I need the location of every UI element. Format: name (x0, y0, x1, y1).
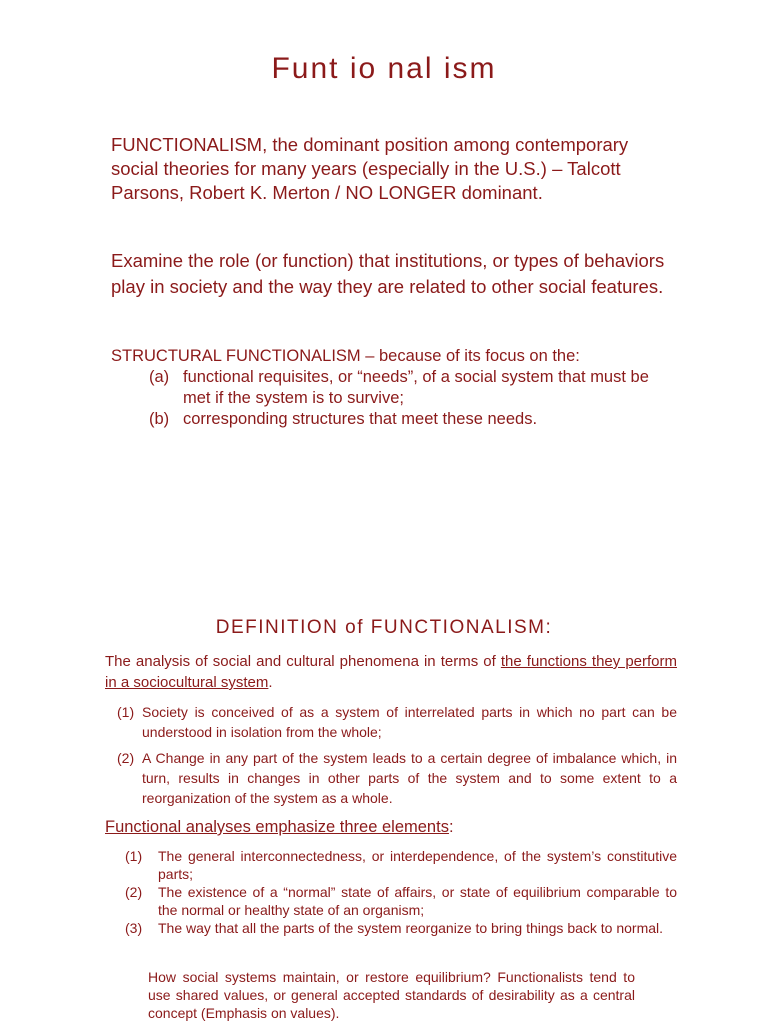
structural-list (111, 367, 671, 430)
analyses-heading-underlined: Functional analyses emphasize three elements (105, 818, 449, 836)
definition-text (105, 651, 677, 693)
list-text: A Change in any part of the system leads to a certain degree of imbalance which, in turn, results in changes in other parts of the system and to some extent to a reorganization of the system as a whole. (142, 750, 677, 806)
list-item (117, 748, 677, 808)
list-marker: (1) (117, 704, 135, 720)
list-marker: (b) (149, 410, 170, 428)
list-item (149, 409, 671, 430)
list-marker: (a) (149, 368, 170, 386)
list-item (125, 847, 677, 883)
list-marker: (2) (117, 750, 135, 766)
definition-text-after: . (268, 674, 273, 691)
list-item (149, 367, 671, 409)
structural-functionalism-section (111, 346, 671, 430)
intro-paragraph-role: Examine the role (or function) that institutions, or types of behaviors play in society and the way they are related to other social features. (111, 250, 665, 297)
analyses-heading-colon: : (448, 818, 454, 836)
list-text: The general interconnectedness, or interdependence, of the system’s constitutive parts; (158, 848, 677, 882)
definition-list (117, 702, 677, 814)
list-text: Society is conceived of as a system of interrelated parts in which no part can be understood in isolation from the whole; (142, 704, 677, 740)
list-marker: (2) (125, 884, 143, 900)
list-marker: (3) (125, 920, 143, 936)
intro-paragraph-functionalism: FUNCTIONALISM, the dominant position among contemporary social theories for many years (especially in the U.S.) – Talcott Parsons, Robert K. Merton / NO LONGER dominant. (111, 134, 629, 203)
analyses-list (125, 847, 677, 937)
list-text: The way that all the parts of the system reorganize to bring things back to normal. (158, 920, 664, 936)
definition-text-before: The analysis of social and cultural phenomena in terms of (105, 653, 501, 670)
list-text: corresponding structures that meet these needs. (183, 410, 538, 428)
list-item (125, 919, 677, 937)
closing-paragraph: How social systems maintain, or restore equilibrium? Functionalists tend to use shared values, or general accepted standards of desirability as a central concept (Emphasis on values). (148, 969, 635, 1021)
page-title: Funt io nal ism (271, 52, 497, 85)
list-item (125, 883, 677, 919)
definition-heading: DEFINITION of FUNCTIONALISM: (215, 617, 553, 638)
definition-text-underlined: the functions they perform in a sociocultural system (105, 653, 677, 691)
list-text: The existence of a “normal” state of affairs, or state of equilibrium comparable to the normal or healthy state of an organism; (158, 884, 677, 918)
list-item (117, 702, 677, 742)
structural-lead: STRUCTURAL FUNCTIONALISM – because of its focus on the: (111, 347, 580, 365)
list-text: functional requisites, or “needs”, of a social system that must be met if the system is to survive; (183, 368, 649, 407)
list-marker: (1) (125, 848, 143, 864)
analyses-heading (105, 818, 665, 837)
